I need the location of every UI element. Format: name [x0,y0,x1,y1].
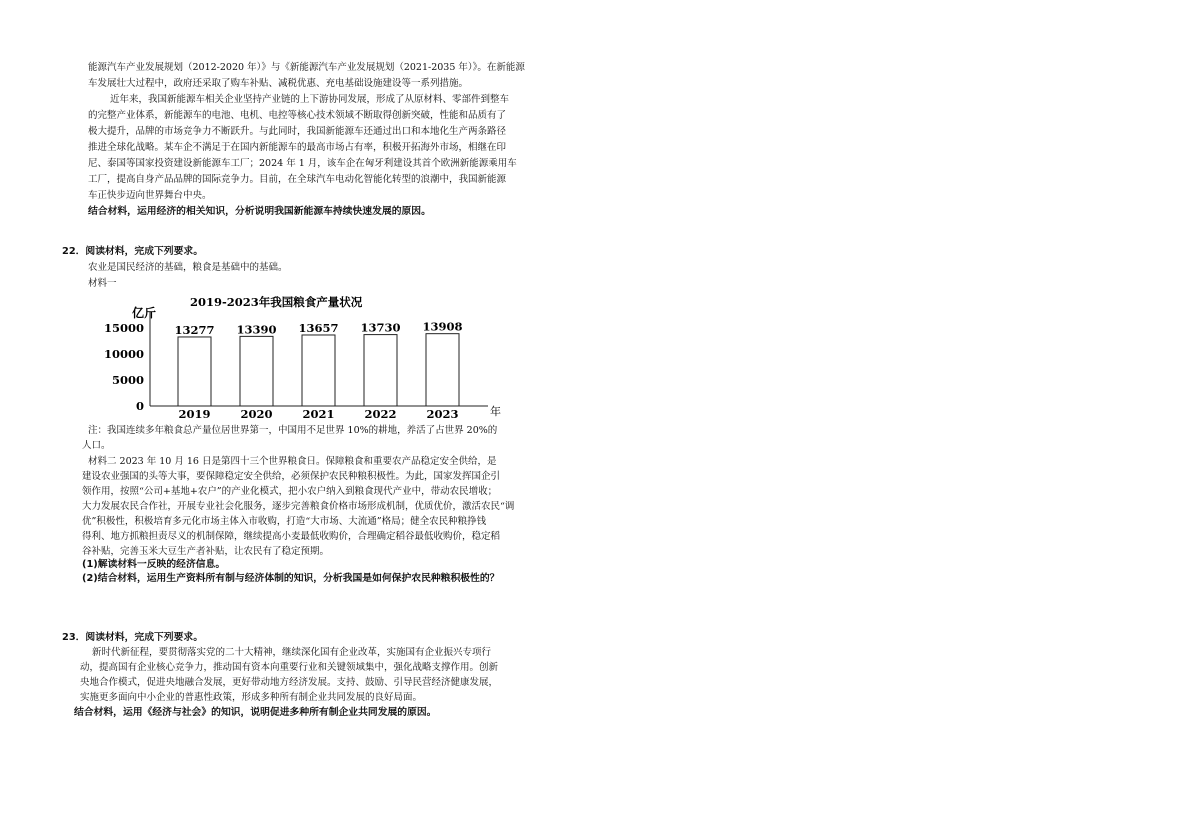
bar-value-label: 13277 [174,322,215,337]
x-tick-label: 2020 [240,407,273,421]
question-heading: 22．阅读材料，完成下列要求。 [62,246,203,257]
material-2-line: 谷补贴，完善玉米大豆生产者补贴，让农民有了稳定预期。 [82,546,330,557]
paragraph-line: 近年来，我国新能源车相关企业坚持产业链的上下游协同发展，形成了从原材料、零部件到整车 [110,94,510,105]
paragraph-line: 的完整产业体系，新能源车的电池、电机、电控等核心技术领域不断取得创新突破，性能和品质有了 [88,110,507,121]
grain-output-bar-chart [90,292,530,422]
material-2-line: 建设农业强国的头等大事，要保障稳定安全供给，必须保护农民种粮积极性。为此，国家发挥国企引 [82,471,501,482]
bar [240,336,273,406]
paragraph-line: 实施更多面向中小企业的普惠性政策，形成多种所有制企业共同发展的良好局面。 [80,692,423,703]
bar [364,335,397,406]
chart-title: 2019-2023年我国粮食产量状况 [190,295,363,309]
material-2-line: 优”积极性，积极培育多元化市场主体入市收购，打造“大市场、大流通”格局；健全农民种粮挣钱 [82,516,487,527]
intro-text: 农业是国民经济的基础，粮食是基础中的基础。 [88,262,288,273]
y-tick-label: 15000 [103,321,144,335]
y-tick-label: 5000 [111,373,144,387]
bar [178,337,211,406]
bar-value-label: 13657 [298,320,339,335]
sub-question-1: (1)解读材料一反映的经济信息。 [82,559,226,570]
y-tick-label: 10000 [103,347,144,361]
question-prompt: 结合材料，运用经济的相关知识，分析说明我国新能源车持续快速发展的原因。 [88,206,431,217]
bar-value-label: 13390 [236,322,277,337]
paragraph-line: 新时代新征程，要贯彻落实党的二十大精神，继续深化国有企业改革，实施国有企业振兴专项行 [92,647,492,658]
bar-value-label: 13730 [360,320,401,335]
paragraph-line: 极大提升，品牌的市场竞争力不断跃升。与此同时，我国新能源车还通过出口和本地化生产两条路径 [88,126,507,137]
paragraph-line: 车正快步迈向世界舞台中央。 [88,190,212,201]
bar [426,334,459,406]
bar [302,335,335,406]
bar-value-label: 13908 [422,319,463,334]
x-tick-label: 2021 [302,407,335,421]
chart-ylabel: 亿斤 [132,306,157,320]
material-2-line: 得利、地方抓粮担责尽义的机制保障，继续提高小麦最低收购价，合理确定稻谷最低收购价，稳定稻 [82,531,501,542]
chart-note-line: 注：我国连续多年粮食总产量位居世界第一，中国用不足世界 10%的耕地，养活了占世界 20%的 [88,425,498,436]
paragraph-line: 央地合作模式，促进央地融合发展，更好带动地方经济发展。支持、鼓励、引导民营经济健康发展， [80,677,499,688]
paragraph-line: 动，提高国有企业核心竞争力，推动国有资本向重要行业和关键领域集中，强化战略支撑作用。创新 [80,662,499,673]
material-2-line: 领作用，按照“公司+基地+农户”的产业化模式，把小农户纳入到粮食现代产业中，带动农民增收； [82,486,498,497]
paragraph-line: 能源汽车产业发展规划（2012-2020 年）》与《新能源汽车产业发展规划（2021-2035 年）》。在新能源 [88,62,525,73]
material-2-line: 材料二 2023 年 10 月 16 日是第四十三个世界粮食日。保障粮食和重要农产品稳定安全供给，是 [88,456,497,467]
paragraph-line: 尼、泰国等国家投资建设新能源车工厂；2024 年 1 月，该车企在匈牙利建设其首个欧洲新能源乘用车 [88,158,517,169]
x-tick-label: 2019 [178,407,211,421]
question-prompt: 结合材料，运用《经济与社会》的知识，说明促进多种所有制企业共同发展的原因。 [74,707,437,718]
y-tick-label: 0 [135,399,144,413]
x-tick-label: 2023 [426,407,459,421]
x-tick-label: 2022 [364,407,397,421]
sub-question-2: (2)结合材料，运用生产资料所有制与经济体制的知识，分析我国是如何保护农民种粮积极性的？ [82,573,500,584]
paragraph-line: 工厂，提高自身产品品牌的国际竞争力。目前，在全球汽车电动化智能化转型的浪潮中，我国新能源 [88,174,507,185]
chart-xlabel: 年 [490,405,501,418]
chart-note-line: 人口。 [82,440,111,451]
material-2-line: 大力发展农民合作社，开展专业社会化服务，逐步完善粮食价格市场形成机制，优质优价，激活农民“调 [82,501,515,512]
paragraph-line: 车发展壮大过程中，政府还采取了购车补贴、减税优惠、充电基础设施建设等一系列措施。 [88,78,469,89]
material-label: 材料一 [88,278,117,289]
paragraph-line: 推进全球化战略。某车企不满足于在国内新能源车的最高市场占有率，积极开拓海外市场，相继在印 [88,142,507,153]
question-heading: 23．阅读材料，完成下列要求。 [62,632,203,643]
